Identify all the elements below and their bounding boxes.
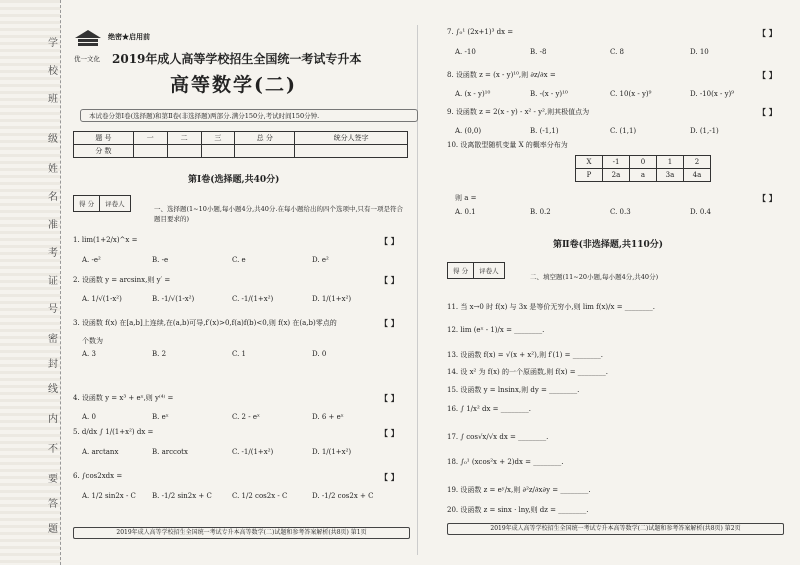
fill-question: 14. 设 x² 为 f(x) 的一个原函数,则 f(x) = ________.: [447, 368, 609, 376]
grader-name-label: 评卷人: [479, 267, 499, 275]
binding-char: 准: [48, 220, 58, 231]
question-stem-cont: 则 a =: [455, 194, 477, 202]
choice-option: A. 0: [82, 413, 96, 421]
binding-char: 班: [48, 94, 58, 105]
question-stem: 6. ∫cos2xdx =: [73, 472, 123, 480]
footer-left: 2019年成人高等学校招生全国统一考试专升本高等数学(二)试题和参考答案解析(共8页) 第1页: [73, 527, 410, 539]
binding-char: 线: [48, 384, 58, 395]
score-cell: [201, 145, 235, 158]
score-cell: 分 数: [74, 145, 134, 158]
binding-char: 密: [48, 334, 58, 345]
binding-char: 题: [48, 524, 58, 535]
choice-option: B. 2: [152, 350, 167, 358]
prob-cell: 2: [684, 156, 711, 169]
question-stem: 5. d/dx ∫ 1/(1+x²) dx =: [73, 428, 154, 436]
choice-option: C. 8: [610, 48, 625, 56]
score-table: [73, 131, 408, 158]
choice-option: D. -1/2 cos2x + C: [312, 492, 374, 500]
choice-option: B. arccotx: [152, 448, 188, 456]
prob-cell: P: [576, 169, 603, 182]
choice-option: A. 1/√(1-x²): [82, 295, 122, 303]
answer-bracket: 【 】: [380, 275, 399, 285]
choice-option: C. (1,1): [610, 127, 637, 135]
binding-char: 内: [48, 414, 58, 425]
question-stem: 4. 设函数 y = x³ + eˣ,则 y⁽⁴⁾ =: [73, 394, 174, 402]
prob-cell: a: [630, 169, 657, 182]
answer-bracket: 【 】: [758, 107, 777, 117]
answer-bracket: 【 】: [380, 318, 399, 328]
choice-option: A. 0.1: [455, 208, 476, 216]
binding-char: 号: [48, 304, 58, 315]
question-stem: 8. 设函数 z = (x - y)¹⁰,则 ∂z/∂x =: [447, 71, 556, 79]
fill-question: 20. 设函数 z = sinx · lny,则 dz = ________.: [447, 506, 589, 514]
score-cell: [235, 145, 295, 158]
choice-option: B. -1/√(1-x²): [152, 295, 195, 303]
prob-cell: 1: [657, 156, 684, 169]
fill-question: 16. ∫ 1/x² dx = ________.: [447, 405, 531, 413]
choice-option: C. 1/2 cos2x - C: [232, 492, 288, 500]
prob-cell: X: [576, 156, 603, 169]
answer-bracket: 【 】: [758, 28, 777, 38]
confidential-seal: 绝密★启用前: [108, 32, 150, 41]
binding-char: 证: [48, 276, 58, 287]
question-stem-cont: 个数为: [82, 337, 103, 345]
answer-bracket: 【 】: [758, 193, 777, 203]
choice-option: C. -1/(1+x²): [232, 448, 274, 456]
choice-option: D. 1/(1+x²): [312, 295, 352, 303]
fill-question: 11. 当 x→0 时 f(x) 与 3x 是等价无穷小,则 lim f(x)/x = ________.: [447, 303, 656, 311]
binding-char: 学: [48, 38, 58, 49]
exam-title: 2019年成人高等学校招生全国统一考试专升本: [112, 52, 362, 66]
answer-bracket: 【 】: [380, 472, 399, 482]
probability-table: [575, 155, 711, 182]
choice-option: C. 1: [232, 350, 247, 358]
grader-name-label: 评卷人: [105, 200, 125, 208]
question-stem: 2. 设函数 y = arcsinx,则 y′ =: [73, 276, 171, 284]
choice-option: D. e²: [312, 256, 329, 264]
fill-question: 12. lim (eˣ - 1)/x = ________.: [447, 326, 545, 334]
part2-grader-box: [447, 262, 505, 279]
grader-score-label: 得 分: [448, 263, 474, 278]
choice-option: B. -(x - y)¹⁰: [530, 90, 568, 98]
fill-question: 17. ∫ cos√x/√x dx = ________.: [447, 433, 549, 441]
answer-bracket: 【 】: [380, 428, 399, 438]
page-divider: [417, 25, 418, 555]
choice-option: B. (-1,1): [530, 127, 559, 135]
question-stem: 10. 设离散型随机变量 X 的概率分布为: [447, 141, 568, 149]
answer-bracket: 【 】: [380, 393, 399, 403]
footer-right: 2019年成人高等学校招生全国统一考试专升本高等数学(二)试题和参考答案解析(共8页) 第2页: [447, 523, 784, 535]
score-cell: 一: [133, 132, 167, 145]
choice-option: C. e: [232, 256, 246, 264]
score-cell: 题 号: [74, 132, 134, 145]
score-cell: [133, 145, 167, 158]
prob-cell: 3a: [657, 169, 684, 182]
choice-option: D. (1,-1): [690, 127, 719, 135]
part1-grader-box: [73, 195, 131, 212]
part1-section-desc: 一、选择题(1~10小题,每小题4分,共40分.在每小题给出的四个选项中,只有一项是符合题目要求的): [154, 205, 404, 223]
choice-option: D. -10(x - y)⁹: [690, 90, 735, 98]
prob-cell: 4a: [684, 169, 711, 182]
part2-section-desc: 二、填空题(11~20小题,每小题4分,共40分): [530, 273, 659, 281]
instructions: 本试卷分第Ⅰ卷(选择题)和第Ⅱ卷(非选择题)两部分.满分150分,考试时间150分钟.: [80, 109, 418, 122]
logo-text: 优一文化: [74, 55, 100, 63]
score-cell: [167, 145, 201, 158]
choice-option: A. arctanx: [82, 448, 119, 456]
answer-bracket: 【 】: [758, 70, 777, 80]
choice-option: A. -10: [455, 48, 476, 56]
binding-char: 不: [48, 444, 58, 455]
choice-option: D. 6 + eˣ: [312, 413, 344, 421]
score-cell: [295, 145, 408, 158]
binding-margin: [0, 0, 61, 565]
choice-option: B. 0.2: [530, 208, 551, 216]
binding-char: 封: [48, 359, 58, 370]
choice-option: B. -e: [152, 256, 169, 264]
choice-option: A. (0,0): [455, 127, 482, 135]
choice-option: A. 1/2 sin2x - C: [82, 492, 136, 500]
part2-title: 第Ⅱ卷(非选择题,共110分): [553, 240, 664, 250]
score-cell: 三: [201, 132, 235, 145]
fill-question: 19. 设函数 z = eʸ/x,则 ∂²z/∂x∂y = ________.: [447, 486, 591, 494]
question-stem: 3. 设函数 f(x) 在[a,b]上连续,在(a,b)可导,f′(x)>0,f(a)f(b)<0,则 f(x) 在(a,b)零点的: [73, 319, 337, 327]
answer-bracket: 【 】: [380, 236, 399, 246]
grader-score-label: 得 分: [74, 196, 100, 211]
choice-option: D. 0.4: [690, 208, 711, 216]
prob-cell: 2a: [603, 169, 630, 182]
choice-option: D. 10: [690, 48, 709, 56]
choice-option: B. -1/2 sin2x + C: [152, 492, 212, 500]
binding-char: 校: [48, 66, 58, 77]
choice-option: C. -1/(1+x²): [232, 295, 274, 303]
binding-char: 级: [48, 134, 58, 145]
prob-cell: -1: [603, 156, 630, 169]
binding-char: 名: [48, 192, 58, 203]
choice-option: B. -8: [530, 48, 547, 56]
prob-cell: 0: [630, 156, 657, 169]
fill-question: 18. ∫₀¹ (xcos²x + 2)dx = ________.: [447, 458, 564, 466]
choice-option: A. -e²: [82, 256, 101, 264]
score-cell: 总 分: [235, 132, 295, 145]
choice-option: A. 3: [82, 350, 96, 358]
question-stem: 1. lim(1+2/x)^x =: [73, 236, 138, 244]
score-cell: 统分人签字: [295, 132, 408, 145]
part1-title: 第Ⅰ卷(选择题,共40分): [188, 175, 280, 185]
subject-title: 高等数学(二): [170, 74, 297, 96]
choice-option: D. 0: [312, 350, 327, 358]
publisher-logo: [75, 30, 101, 52]
choice-option: C. 0.3: [610, 208, 631, 216]
question-stem: 9. 设函数 z = 2(x - y) - x² - y²,则其极值点为: [447, 108, 590, 116]
choice-option: A. (x - y)¹⁰: [455, 90, 491, 98]
question-stem: 7. ∫₀¹ (2x+1)³ dx =: [447, 28, 514, 36]
binding-char: 姓: [48, 164, 58, 175]
choice-option: C. 10(x - y)⁹: [610, 90, 652, 98]
binding-char: 要: [48, 474, 58, 485]
choice-option: C. 2 - eˣ: [232, 413, 260, 421]
fill-question: 15. 设函数 y = lnsinx,则 dy = ________.: [447, 386, 580, 394]
binding-char: 考: [48, 248, 58, 259]
binding-char: 答: [48, 499, 58, 510]
fill-question: 13. 设函数 f(x) = √(x + x²),则 f′(1) = ________.: [447, 351, 603, 359]
choice-option: D. 1/(1+x²): [312, 448, 352, 456]
choice-option: B. eˣ: [152, 413, 169, 421]
score-cell: 二: [167, 132, 201, 145]
